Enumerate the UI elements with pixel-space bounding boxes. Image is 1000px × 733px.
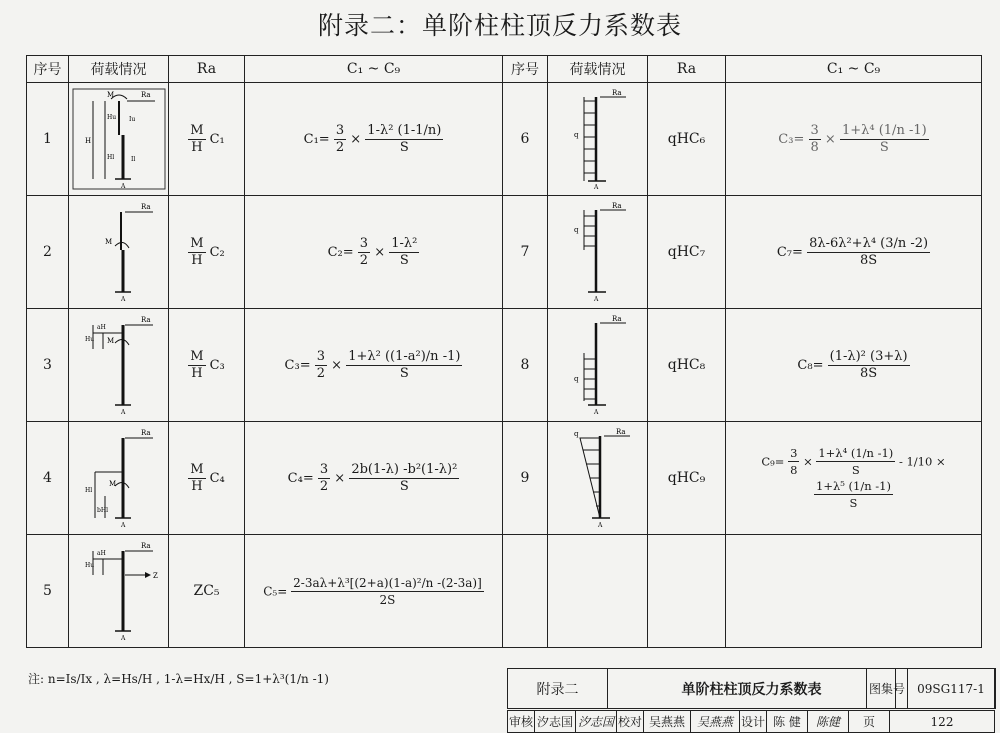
checker-signature: 吴燕燕 xyxy=(691,711,740,733)
load-diagram-7 xyxy=(548,196,648,309)
svg-text:A: A xyxy=(120,522,125,529)
empty-cell xyxy=(548,535,648,648)
formula-cell: C₁= $\frac{3}{2}$ × $\frac{\text{1-λ² (1-1/n)}}{S}$ xyxy=(245,83,503,196)
header-no: 序号 xyxy=(27,56,69,83)
ra-cell: ZC₅ xyxy=(169,535,245,648)
svg-text:A: A xyxy=(593,296,598,303)
designer-name: 陈 健 xyxy=(767,711,808,733)
a-label: A xyxy=(120,183,125,190)
svg-text:Hl: Hl xyxy=(84,487,92,494)
svg-text:q: q xyxy=(573,430,578,438)
review-label: 审核 xyxy=(508,711,535,733)
column-diagram xyxy=(550,313,646,417)
svg-text:A: A xyxy=(120,296,125,303)
svg-text:Ra: Ra xyxy=(140,429,151,437)
atlas-number: 09SG117-1 xyxy=(908,669,995,709)
svg-text:q: q xyxy=(573,226,578,234)
svg-text:Ra: Ra xyxy=(140,316,151,324)
row-number: 8 xyxy=(503,309,548,422)
svg-text:Ra: Ra xyxy=(615,428,626,436)
formula-cell: C₃= $\frac{3}{8}$ × $\frac{\text{1+λ⁴ (1/n -1)}}{S}$ xyxy=(726,83,982,196)
formula-cell: C₃= $\frac{3}{2}$ × $\frac{\text{1+λ² ((1-a²)/n -1)}}{S}$ xyxy=(245,309,503,422)
row-number: 7 xyxy=(503,196,548,309)
il-label: Il xyxy=(130,156,135,163)
svg-text:q: q xyxy=(573,131,578,139)
svg-text:M: M xyxy=(108,480,116,488)
coefficient-table xyxy=(26,55,982,648)
ra-cell: $\frac{M}{H}$ C₃ xyxy=(169,309,245,422)
load-diagram-8 xyxy=(548,309,648,422)
table-row xyxy=(27,196,982,309)
appendix-label: 附录二 xyxy=(508,669,608,709)
column-diagram xyxy=(550,426,646,530)
row-number: 5 xyxy=(27,535,69,648)
row-number: 2 xyxy=(27,196,69,309)
column-diagram xyxy=(71,200,167,304)
svg-text:bHl: bHl xyxy=(96,507,108,514)
check-label: 校对 xyxy=(617,711,644,733)
ra-cell: qHC₆ xyxy=(648,83,726,196)
load-diagram-4 xyxy=(69,422,169,535)
column-diagram xyxy=(550,87,646,191)
svg-text:Hu: Hu xyxy=(84,562,94,569)
formula-cell: C₈= $\frac{\text{(1-λ)² (3+λ)}}{8S}$ xyxy=(726,309,982,422)
formula-cell: C₄= $\frac{3}{2}$ × $\frac{\text{2b(1-λ) -b²(1-λ)²}}{S}$ xyxy=(245,422,503,535)
hu-label: Hu xyxy=(106,114,116,121)
designer-signature: 陈健 xyxy=(808,711,849,733)
svg-text:Ra: Ra xyxy=(611,89,622,97)
iu-label: Iu xyxy=(128,116,135,123)
page-label: 页 xyxy=(849,711,890,733)
ra-cell: qHC₉ xyxy=(648,422,726,535)
svg-text:M: M xyxy=(104,238,112,246)
ra-label: Ra xyxy=(140,91,151,99)
load-diagram-3 xyxy=(69,309,169,422)
formula-cell: C₉= $\frac{3}{8}$ × $\frac{\text{1+λ⁴ (1/n -1)}}{S}$ - 1/10 × $\frac{\text{1+λ⁵ (1/n -1)}}{S}$ xyxy=(726,422,982,535)
formula-cell: C₇= $\frac{\text{8λ-6λ²+λ⁴ (3/n -2)}}{8S}$ xyxy=(726,196,982,309)
table-row xyxy=(27,535,982,648)
ra-cell: $\frac{M}{H}$ C₁ xyxy=(169,83,245,196)
table-row xyxy=(27,309,982,422)
table-row xyxy=(27,422,982,535)
row-number: 9 xyxy=(503,422,548,535)
ra-cell: qHC₈ xyxy=(648,309,726,422)
header-load: 荷载情况 xyxy=(69,56,169,83)
ra-cell: $\frac{M}{H}$ C₂ xyxy=(169,196,245,309)
row-number: 3 xyxy=(27,309,69,422)
svg-text:Ra: Ra xyxy=(140,542,151,550)
row-number: 4 xyxy=(27,422,69,535)
svg-text:A: A xyxy=(120,635,125,642)
header-ra: Ra xyxy=(169,56,245,83)
column-diagram xyxy=(71,426,167,530)
header-ra-right: Ra xyxy=(648,56,726,83)
load-diagram-9 xyxy=(548,422,648,535)
design-label: 设计 xyxy=(740,711,767,733)
svg-text:Ra: Ra xyxy=(611,315,622,323)
load-diagram-1 xyxy=(69,83,169,196)
ra-cell: $\frac{M}{H}$ C₄ xyxy=(169,422,245,535)
svg-text:A: A xyxy=(593,184,598,191)
load-diagram-2 xyxy=(69,196,169,309)
checker-name: 吴燕燕 xyxy=(644,711,691,733)
svg-text:Hu: Hu xyxy=(84,336,94,343)
hl-label: Hl xyxy=(106,154,114,161)
reviewer-signature: 汐志国 xyxy=(576,711,617,733)
table-row xyxy=(27,83,982,196)
atlas-label: 图集号 xyxy=(867,669,908,709)
footnote: 注: n=Is/Ix , λ=Hs/H , 1-λ=Hx/H , S=1+λ³(1/n -1) xyxy=(28,672,329,686)
column-diagram xyxy=(71,313,167,417)
reviewer-name: 汐志国 xyxy=(535,711,576,733)
ra-cell: qHC₇ xyxy=(648,196,726,309)
header-coef-right: C₁ ~ C₉ xyxy=(726,56,982,83)
svg-text:A: A xyxy=(120,409,125,416)
m-label: M xyxy=(106,91,114,99)
formula-cell: C₂= $\frac{3}{2}$ × $\frac{\text{1-λ²}}{S}$ xyxy=(245,196,503,309)
svg-text:Ra: Ra xyxy=(611,202,622,210)
h-label: H xyxy=(84,137,91,145)
header-no-right: 序号 xyxy=(503,56,548,83)
column-diagram xyxy=(550,200,646,304)
header-coef: C₁ ~ C₉ xyxy=(245,56,503,83)
load-diagram-5 xyxy=(69,535,169,648)
svg-text:aH: aH xyxy=(96,550,106,557)
svg-text:A: A xyxy=(597,522,602,529)
row-number: 1 xyxy=(27,83,69,196)
formula-cell: C₅= $\frac{\text{2-3aλ+λ³[(2+a)(1-a)²/n -(2-3a)]}}{2S}$ xyxy=(245,535,503,648)
svg-text:q: q xyxy=(573,375,578,383)
column-diagram xyxy=(71,87,167,191)
signature-row xyxy=(507,710,995,733)
header-load-right: 荷载情况 xyxy=(548,56,648,83)
svg-text:aH: aH xyxy=(96,324,106,331)
svg-text:A: A xyxy=(593,409,598,416)
load-diagram-6 xyxy=(548,83,648,196)
svg-text:M: M xyxy=(106,337,114,345)
svg-text:Z: Z xyxy=(152,572,158,580)
svg-text:Ra: Ra xyxy=(140,203,151,211)
empty-cell xyxy=(648,535,726,648)
row-number: 6 xyxy=(503,83,548,196)
empty-cell xyxy=(726,535,982,648)
column-diagram xyxy=(71,539,167,643)
page-title: 附录二：单阶柱柱顶反力系数表 xyxy=(317,11,682,40)
empty-cell xyxy=(503,535,548,648)
atlas-block xyxy=(866,668,995,709)
sheet-name: 单阶柱柱顶反力系数表 xyxy=(608,669,896,709)
page-number: 122 xyxy=(890,711,995,733)
